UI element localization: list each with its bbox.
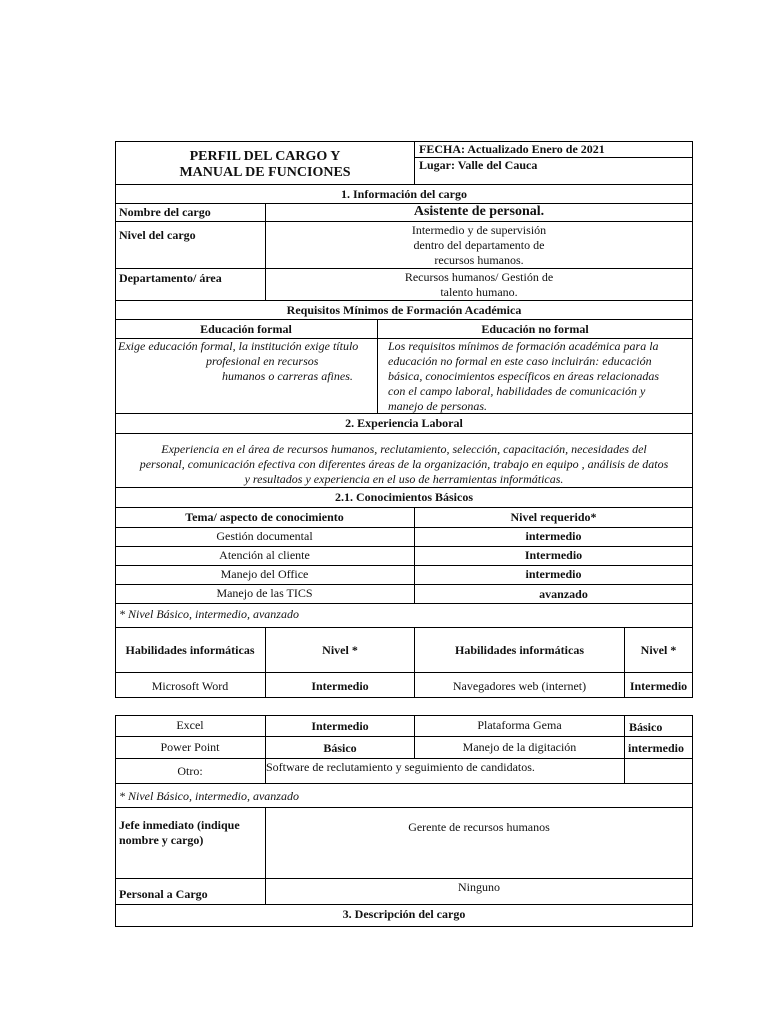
job-level-line: recursos humanos. (434, 253, 524, 267)
skill-level: intermedio (628, 741, 684, 755)
boss-label-line: nombre y cargo) (119, 833, 204, 847)
boss-value: Gerente de recursos humanos (408, 820, 550, 834)
formal-line: humanos o carreras afines. (222, 369, 353, 383)
boss-label-line: Jefe inmediato (indique (119, 818, 240, 832)
skill-name: Plataforma Gema (477, 718, 562, 732)
department-value (266, 270, 692, 300)
formal-education-header: Educación formal (200, 322, 292, 336)
level-note: * Nivel Básico, intermedio, avanzado (119, 789, 299, 803)
knowledge-topic: Atención al cliente (219, 548, 310, 562)
skill-level: Intermedio (311, 719, 369, 733)
formal-line: profesional en recursos (206, 354, 319, 368)
formal-education-text (118, 339, 376, 384)
knowledge-level: Intermedio (524, 548, 583, 562)
skill-level: Intermedio (629, 679, 688, 693)
level-note: * Nivel Básico, intermedio, avanzado (119, 607, 299, 621)
department-line: Recursos humanos/ Gestión de (404, 270, 554, 284)
job-name-label: Nombre del cargo (119, 205, 211, 219)
requisitos-title: Requisitos Mínimos de Formación Académica (286, 303, 522, 317)
section-3-title: 3. Descripción del cargo (342, 907, 466, 921)
department-line: talento humano. (440, 285, 518, 299)
skill-name: Excel (176, 718, 204, 732)
skill-name: Microsoft Word (151, 679, 229, 693)
section-21-title: 2.1. Conocimientos Básicos (335, 490, 473, 504)
staff-value: Ninguno (458, 880, 500, 894)
knowledge-level: intermedio (525, 567, 582, 581)
skill-level: Básico (629, 720, 663, 734)
informal-line: con el campo laboral, habilidades de comunicación y (388, 384, 646, 398)
level-column-header: Nivel requerido* (510, 510, 597, 524)
place-field: Lugar: Valle del Cauca (419, 158, 538, 172)
experience-text (115, 442, 693, 487)
date-field: FECHA: Actualizado Enero de 2021 (419, 142, 605, 156)
skill-level: Intermedio (311, 679, 369, 693)
topic-column-header: Tema/ aspecto de conocimiento (185, 510, 344, 524)
knowledge-level: intermedio (525, 529, 582, 543)
skills-header: Habilidades informáticas (454, 643, 584, 657)
department-label: Departamento/ área (119, 271, 222, 285)
informal-line: básica, conocimientos específicos en áreas relacionadas (388, 369, 660, 383)
doc-title-line2: MANUAL DE FUNCIONES (179, 165, 351, 180)
informal-education-header: Educación no formal (481, 322, 589, 336)
other-value: Software de reclutamiento y seguimiento de candidatos. (266, 760, 535, 774)
knowledge-topic: Manejo de las TICS (216, 586, 313, 600)
section-1-title: 1. Información del cargo (341, 187, 467, 201)
skill-name: Navegadores web (internet) (452, 679, 587, 693)
job-level-line: dentro del departamento de (413, 238, 545, 252)
knowledge-topic: Manejo del Office (220, 567, 309, 581)
informal-line: manejo de personas. (388, 399, 487, 413)
experience-line: y resultados y experiencia en el uso de herramientas informáticas. (244, 472, 564, 486)
job-level-line: Intermedio y de supervisión (411, 223, 547, 237)
experience-line: personal, comunicación efectiva con diferentes áreas de la organización, trabajo en equipo , análisis de datos (139, 457, 669, 471)
other-label: Otro: (177, 764, 203, 778)
skills-level-header: Nivel * (322, 643, 358, 657)
doc-title (120, 149, 410, 181)
job-name-value: Asistente de personal. (413, 204, 545, 219)
skill-name: Power Point (160, 740, 220, 754)
skill-level: Básico (323, 741, 357, 755)
doc-title-line1: PERFIL DEL CARGO Y (189, 149, 341, 164)
skills-header: Habilidades informáticas (125, 643, 255, 657)
formal-line: Exige educación formal, la institución exige título (118, 339, 359, 353)
knowledge-topic: Gestión documental (216, 529, 313, 543)
knowledge-level: avanzado (539, 587, 588, 601)
informal-line: Los requisitos mínimos de formación académica para la (388, 339, 659, 353)
skills-level-header: Nivel * (640, 643, 677, 657)
experience-line: Experiencia en el área de recursos humanos, reclutamiento, selección, capacitación, necesidades del (161, 442, 647, 456)
boss-label (119, 818, 240, 848)
job-level-label: Nivel del cargo (119, 228, 196, 242)
skill-name: Manejo de la digitación (462, 740, 577, 754)
staff-label: Personal a Cargo (119, 887, 208, 901)
section-2-title: 2. Experiencia Laboral (345, 416, 463, 430)
informal-line: educación no formal en este caso incluirán: educación (388, 354, 652, 368)
job-level-value (266, 223, 692, 268)
informal-education-text (388, 339, 690, 414)
